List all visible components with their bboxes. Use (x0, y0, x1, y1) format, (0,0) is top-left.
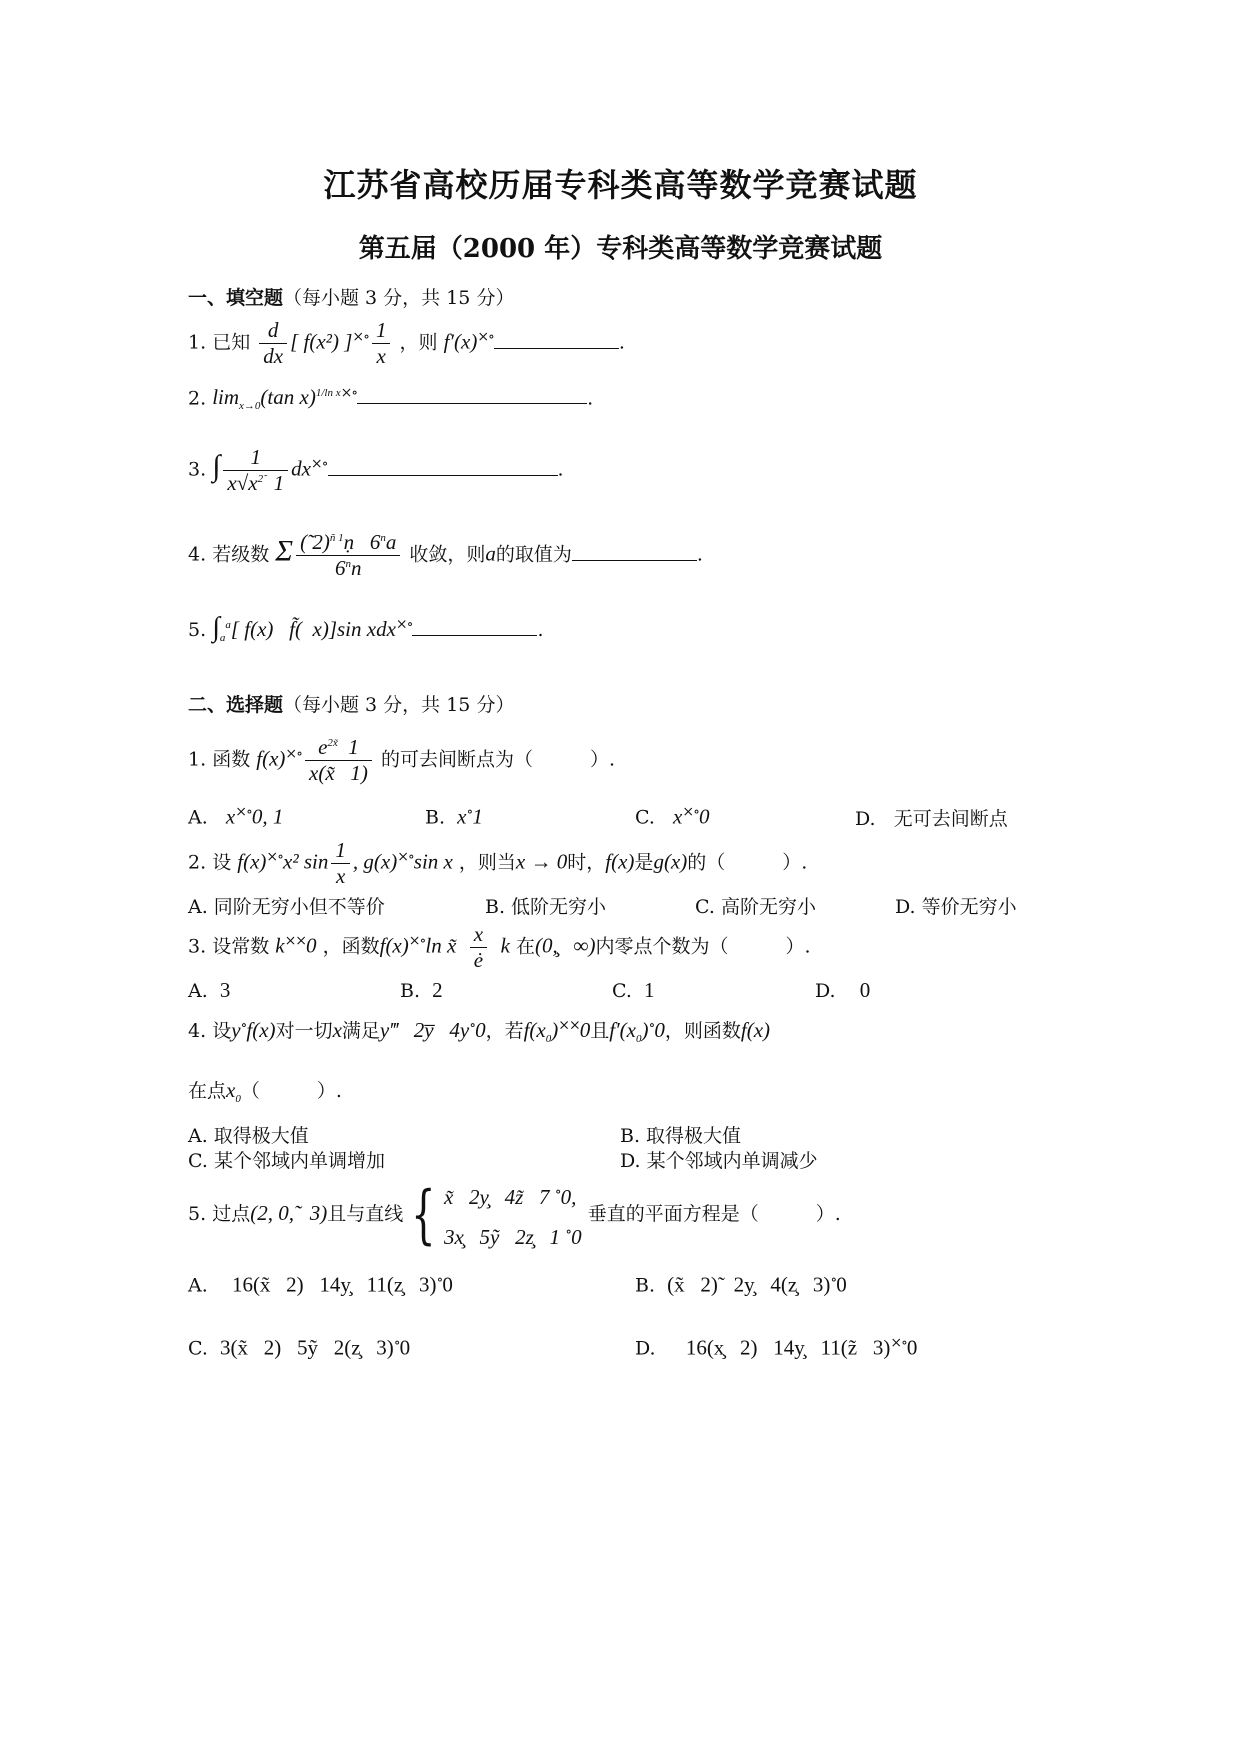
choice-4-option-b[interactable]: B. 取得极大值 (620, 1125, 742, 1147)
fill-question-5: 5. $\int_a^a$[ f(x) f̃( x)]sin xdx×∘ . (188, 612, 544, 645)
choice-1-option-d[interactable]: D. 无可去间断点 (855, 808, 1008, 830)
choice-1-option-c[interactable]: C. x×∘0 (635, 804, 710, 829)
page-subtitle: 第五届（2000 年）专科类高等数学竞赛试题 (358, 234, 883, 264)
choice-5-option-d[interactable]: D. 16(x̧ 2) 14y̧ 11(z̃ 3)×∘0 (635, 1335, 918, 1360)
choice-2-option-b[interactable]: B. 低阶无穷小 (485, 896, 607, 918)
section-choice-heading (188, 690, 514, 717)
fill-question-3: 3. ∫ $\frac{1}{x√x^{2̃} 1}$ dx×∘ . (188, 445, 564, 495)
choice-5-option-a[interactable]: A. 16(x̃ 2) 14y̧ 11(z̧ 3)∘0 (188, 1272, 453, 1297)
fill-question-1: 1. 已知 $\frac{d}{dx}$ [ f(x²) ]×∘ $\frac{1}{x}$ ，则 f′(x)×∘ . (188, 318, 625, 368)
choice-1-option-b[interactable]: B. x∘1 (425, 804, 483, 829)
choice-question-5: 5. 过点(2, 0,̃ 3)且与直线 { x̃ 2y̧ 4z̃ 7 ∘0, 3x̧ 5ỹ 2z̧ 1 ∘0 垂直的平面方程是（ ）. (188, 1175, 841, 1255)
section-choice-title: 二、选择题 (188, 694, 284, 716)
choice-2-option-a[interactable]: A. 同阶无穷小但不等价 (188, 896, 385, 918)
choice-4-option-a[interactable]: A. 取得极大值 (188, 1125, 309, 1147)
answer-blank[interactable] (328, 457, 558, 476)
answer-blank[interactable] (357, 385, 587, 404)
choice-2-option-d[interactable]: D. 等价无穷小 (895, 896, 1017, 918)
answer-blank[interactable] (494, 330, 619, 349)
choice-question-4-line2: 在点$x_0$（ ）. (188, 1078, 342, 1106)
choice-3-option-a[interactable]: A. 3 (188, 978, 231, 1002)
page-title: 江苏省高校历届专科类高等数学竞赛试题 (323, 166, 918, 204)
math-derivative: $\frac{d}{dx}$ (259, 318, 287, 369)
choice-4-option-c[interactable]: C. 某个邻域内单调增加 (188, 1150, 385, 1172)
math-function: $\frac{e^{2x̃} 1}{x(x̃ 1)}$ (305, 735, 372, 786)
math-line-system: x̃ 2y̧ 4z̃ 7 ∘0, 3x̧ 5ỹ 2z̧ 1 ∘0 (443, 1185, 582, 1249)
section-choice-note: （每小题 3 分，共 15 分） (283, 694, 515, 716)
choice-question-3: 3. 设常数 k××0 ，函数f(x)×∘ln x̃ $\frac{x}{ė}$ k 在(0,̧ ∞)内零点个数为（ ）. (188, 922, 811, 972)
choice-3-option-b[interactable]: B. 2 (400, 978, 443, 1002)
fill-question-4: 4. 若级数 Σ $\frac{(̃ 2)^{ñ 1}ṇ 6^na}{6^nn}$ 收敛，则a的取值为 . (188, 530, 703, 580)
choice-question-2: 2. 设 f(x)×∘x² sin $\frac{1}{x}$ , g(x)×∘sin x ，则当x → 0时，f(x)是g(x)的（ ）. (188, 838, 808, 888)
choice-5-option-b[interactable]: B. (x̃ 2)̃ 2y̧ 4(z̧ 3)∘0 (635, 1272, 847, 1297)
choice-3-option-d[interactable]: D. 0 (815, 978, 871, 1002)
math-limit: $\lim_{x\to 0}(\tan$ x)$^{1/ln x}$ (212, 385, 341, 413)
section-fill-heading (188, 283, 514, 310)
math-integral: $_a^a$[ f(x) f̃( x)]sin xdx (219, 617, 396, 645)
fill-question-2: 2. $\lim_{x\to 0}(\tan$ x)$^{1/ln x\times\circ}$ . (188, 385, 594, 413)
choice-5-option-c[interactable]: C. 3(x̃ 2) 5ỹ 2(z̧ 3)∘0 (188, 1335, 411, 1360)
choice-2-option-c[interactable]: C. 高阶无穷小 (695, 896, 816, 918)
choice-4-option-d[interactable]: D. 某个邻域内单调减少 (620, 1150, 818, 1172)
choice-3-option-c[interactable]: C. 1 (612, 978, 655, 1002)
choice-question-1: 1. 函数 f(x)×∘ $\frac{e^{2x̃} 1}{x(x̃ 1)}$ 的可去间断点为（ ）. (188, 735, 615, 785)
section-fill-title: 一、填空题 (188, 287, 284, 309)
choice-1-option-a[interactable]: A. x×∘0, 1 (188, 804, 284, 829)
math-sum: Σ (275, 534, 294, 568)
choice-question-4: 4. 设y∘f(x)对一切x满足y‴ 2y̅ 4y∘0，若$f(x_0)^{\times\times}0$且$f'(x_0)^\circ 0$，则函数f(x) (188, 1017, 771, 1046)
section-fill-note: （每小题 3 分，共 15 分） (283, 287, 515, 309)
answer-blank[interactable] (572, 542, 697, 561)
math-integral: $\frac{1}{x√x^{2̃} 1}$ (223, 445, 288, 496)
answer-blank[interactable] (412, 617, 537, 636)
